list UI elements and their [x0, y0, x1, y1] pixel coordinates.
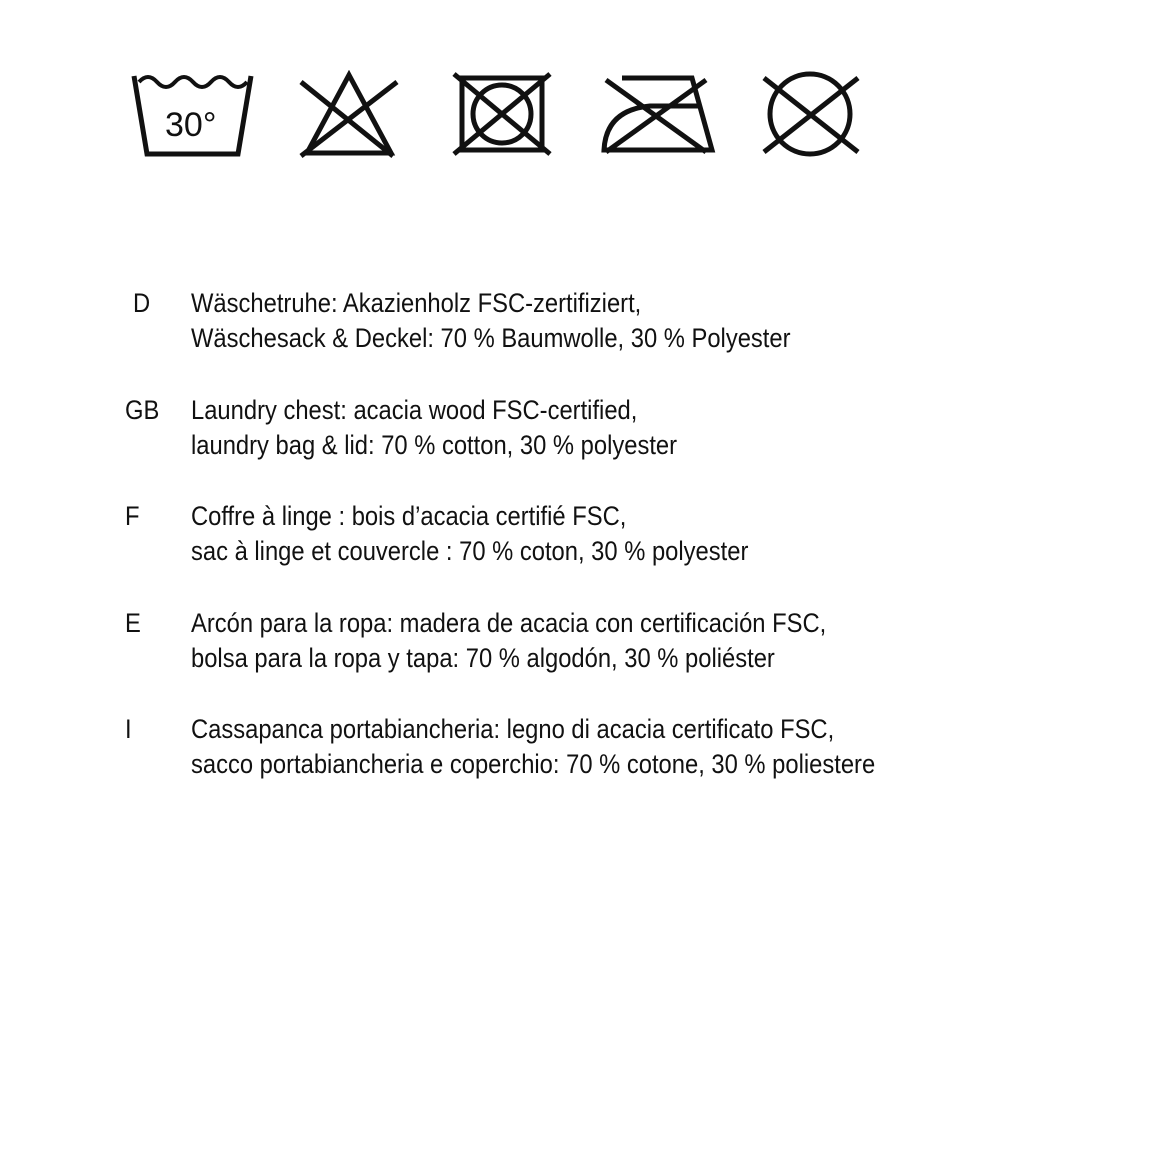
- lang-code: E: [125, 607, 141, 638]
- no-dry-clean-icon: [760, 70, 884, 160]
- lang-line-1: Arcón para la ropa: madera de acacia con certificación FSC,: [191, 607, 827, 638]
- lang-line-2: Wäschesack & Deckel: 70 % Baumwolle, 30 % Polyester: [191, 323, 791, 353]
- wash-30-icon: [130, 70, 254, 160]
- lang-line-1: Cassapanca portabiancheria: legno di acacia certificato FSC,: [191, 714, 835, 744]
- lang-entry-fr: [0, 499, 1160, 606]
- lang-code: I: [125, 714, 132, 744]
- lang-line-1: Laundry chest: acacia wood FSC-certified,: [191, 394, 638, 425]
- no-iron-icon: [600, 70, 724, 160]
- lang-code: F: [125, 501, 140, 531]
- lang-line-1: Coffre à linge : bois d’acacia certifié FSC,: [191, 501, 627, 531]
- lang-line-2: sac à linge et couvercle : 70 % coton, 30 % polyester: [191, 536, 749, 566]
- material-description-list: [0, 286, 1160, 819]
- care-symbols-row: [130, 70, 870, 160]
- lang-entry-de: [0, 286, 1160, 393]
- no-tumble-dry-icon: [452, 70, 576, 160]
- lang-code: D: [133, 288, 151, 318]
- lang-entry-it: [0, 712, 1160, 819]
- no-bleach-icon: [297, 70, 421, 160]
- lang-line-2: laundry bag & lid: 70 % cotton, 30 % polyester: [191, 429, 678, 460]
- lang-entry-es: [0, 606, 1160, 713]
- lang-line-2: sacco portabiancheria e coperchio: 70 % cotone, 30 % poliestere: [191, 749, 876, 779]
- lang-line-1: Wäschetruhe: Akazienholz FSC-zertifiziert,: [191, 288, 642, 318]
- lang-entry-gb: [0, 393, 1160, 500]
- lang-line-2: bolsa para la ropa y tapa: 70 % algodón, 30 % poliéster: [191, 642, 775, 673]
- wash-temperature-label: 30°: [165, 106, 217, 144]
- lang-code: GB: [125, 394, 160, 425]
